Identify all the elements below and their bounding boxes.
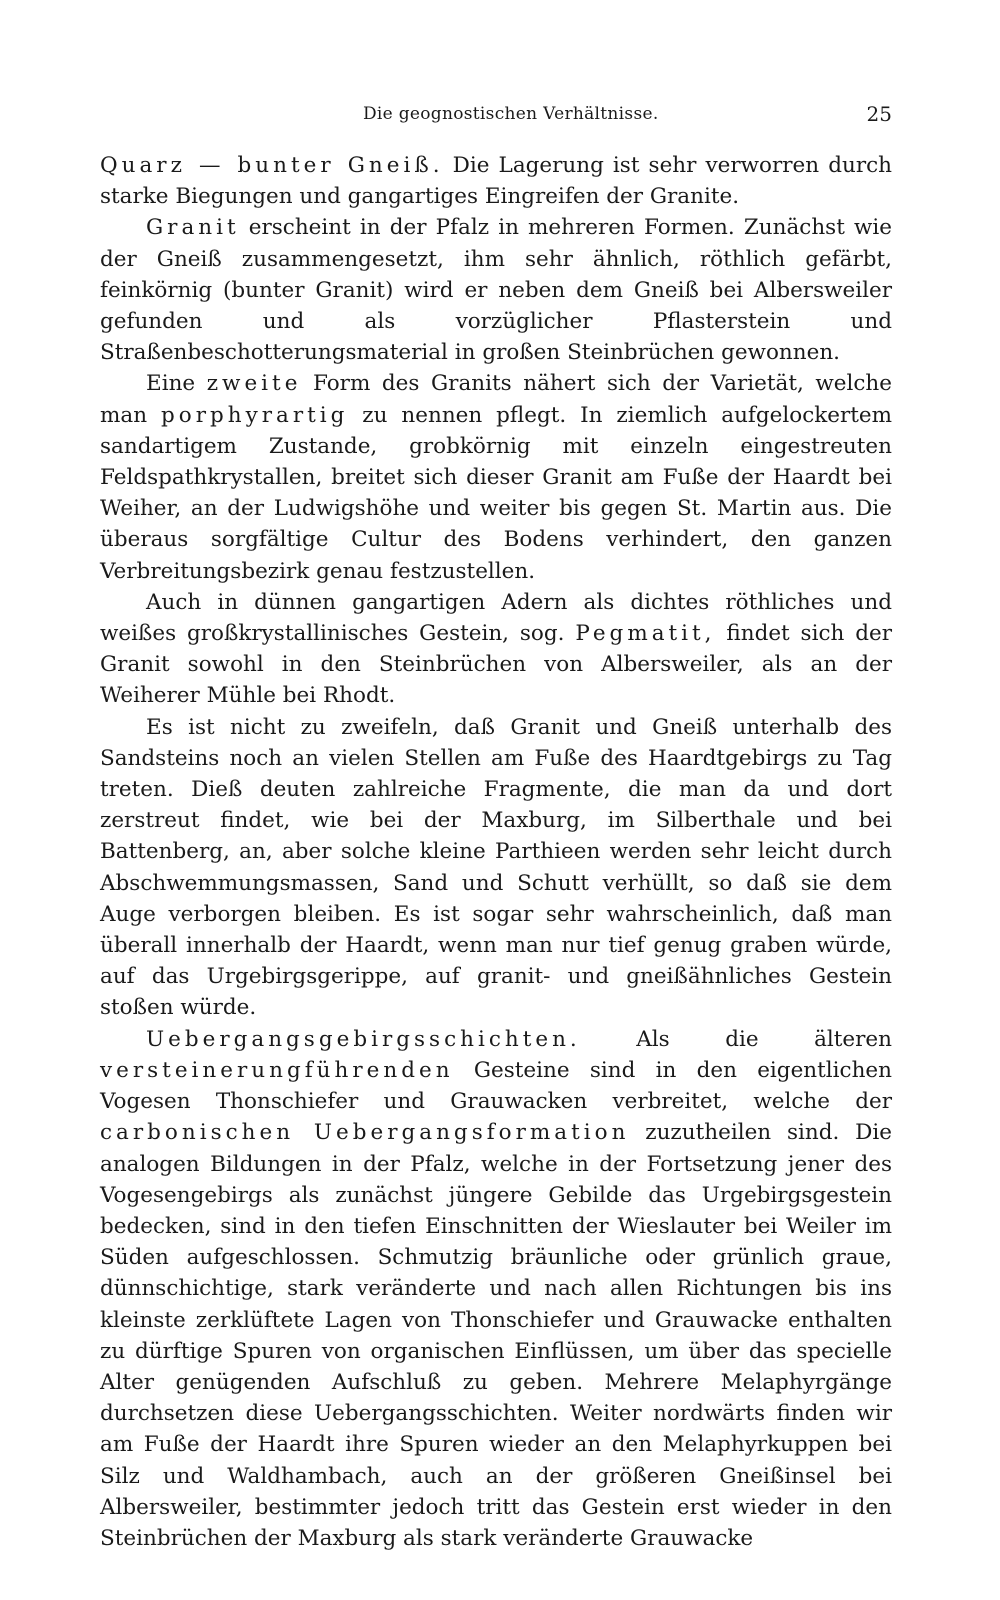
paragraph-text: erscheint in der Pfalz in mehreren Formen. Zunächst wie der Gneiß zusammengesetzt, ihm sehr ähnlich, röthlich gefärbt, feinkörnig (bunter Granit) wird er neben dem Gneiß bei Albersweiler gefunden und als vorzüglicher Pflasterstein und Straßenbeschotterungsmaterial in großen Steinbrüchen gewonnen. — [100, 215, 892, 366]
spaced-term: porphyrartig — [160, 402, 349, 428]
running-title: Die geognostischen Verhältnisse. — [363, 104, 659, 124]
spaced-term: carbonischen Uebergangsformation — [100, 1120, 630, 1146]
paragraph-text: findet sich der Granit sowohl in den Steinbrüchen von Albersweiler, als an der Weiherer Mühle bei Rhodt. — [100, 621, 892, 709]
spaced-term: zweite — [206, 371, 302, 397]
paragraph-text: Gesteine sind in den eigentlichen Vogesen Thonschiefer und Grauwacken verbreitet, welche der — [100, 1057, 892, 1115]
paragraph-text: Als die älteren — [580, 1026, 892, 1052]
body-text — [100, 150, 892, 1554]
paragraph-text: zu nennen pflegt. In ziemlich aufgelockertem sandartigem Zustande, grobkörnig mit einzeln eingestreuten Feldspathkrystallen, breitet sich dieser Granit am Fuße der Haardt bei Weiher, an der Ludwigshöhe und weiter bis gegen St. Martin aus. Die überaus sorgfältige Cultur des Bodens verhindert, den ganzen Verbreitungsbezirk genau festzustellen. — [100, 402, 893, 584]
paragraph-text: Eine — [146, 371, 207, 397]
paragraph-granit-gneiss-sandstein — [100, 712, 892, 1024]
paragraph-text: Auch in dünnen gangartigen Adern als dichtes röthliches und weißes großkrystallinisches Gestein, sog. — [100, 589, 892, 647]
spaced-term: Granit — [146, 215, 240, 241]
spaced-term: Quarz — bunter Gneiß. — [100, 153, 444, 178]
paragraph-quarz-gneiss — [100, 150, 892, 212]
spaced-term: versteinerungführenden — [100, 1057, 454, 1083]
paragraph-text: Es ist nicht zu zweifeln, daß Granit und Gneiß unterhalb des Sandsteins noch an vielen Stellen am Fuße des Haardtgebirgs zu Tag treten. Dieß deuten zahlreiche Fragmente, die man da und dort zerstreut findet, wie bei der Maxburg, im Silberthale und bei Battenberg, an, aber solche kleine Parthieen werden sehr leicht durch Abschwemmungsmassen, Sand und Schutt verhüllt, so daß sie dem Auge verborgen bleiben. Es ist sogar sehr wahrscheinlich, daß man überall innerhalb der Haardt, wenn man nur tief genug graben würde, auf das Urgebirgsgerippe, auf granit- und gneißähnliches Gestein stoßen würde. — [100, 714, 892, 1021]
paragraph-zweite-form — [100, 368, 892, 586]
paragraph-text: zuzutheilen sind. Die analogen Bildungen in der Pfalz, welche in der Fortsetzung jener des Vogesengebirgs als zunächst jüngere Gebilde das Urgebirgsgestein bedecken, sind in den tiefen Einschnitten der Wieslauter bei Weiler im Süden aufgeschlossen. Schmutzig bräunliche oder grünlich graue, dünnschichtige, stark veränderte und nach allen Richtungen bis ins kleinste zerklüftete Lagen von Thonschiefer und Grauwacke enthalten zu dürftige Spuren von organischen Einflüssen, um über das specielle Alter genügenden Aufschluß zu geben. Mehrere Melaphyrgänge durchsetzen diese Uebergangsschichten. Weiter nordwärts finden wir am Fuße der Haardt ihre Spuren wieder an den Melaphyrkuppen bei Silz und Waldhambach, auch an der größeren Gneißinsel bei Albersweiler, bestimmter jedoch tritt das Gestein erst wieder in den Steinbrüchen der Maxburg als stark veränderte Grauwacke — [100, 1120, 892, 1551]
page-number: 25 — [866, 102, 892, 126]
paragraph-text: Die Lagerung ist sehr verworren durch starke Biegungen und gangartiges Eingreifen der Granite. — [100, 153, 892, 210]
paragraph-text: Form des Granits nähert sich der Varietät, welche man — [100, 371, 892, 428]
paragraph-granit — [100, 212, 892, 368]
spaced-term: Pegmatit, — [575, 621, 716, 647]
paragraph-pegmatit — [100, 587, 892, 712]
paragraph-uebergangsgebirge — [100, 1024, 892, 1554]
page-header — [100, 104, 892, 128]
spaced-term: Uebergangsgebirgsschichten. — [146, 1026, 581, 1052]
